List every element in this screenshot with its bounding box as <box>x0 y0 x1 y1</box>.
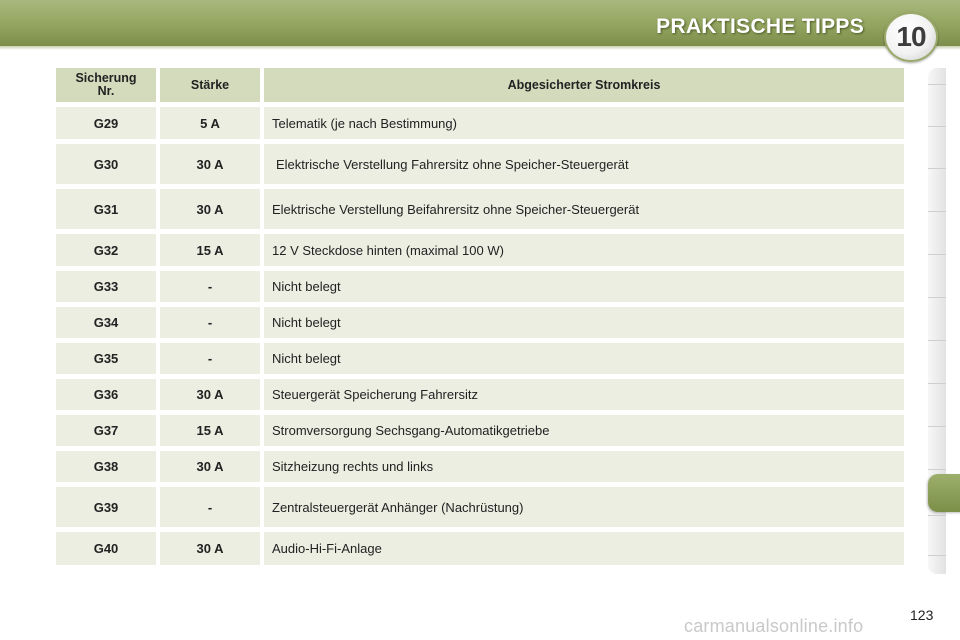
fuse-rating: 15 A <box>160 234 260 266</box>
table-row <box>56 451 904 482</box>
rail-tick <box>928 426 946 427</box>
fuse-rating: - <box>160 307 260 338</box>
rail-tick <box>928 469 946 470</box>
chapter-number: 10 <box>896 21 926 52</box>
fuse-circuit: Stromversorgung Sechsgang-Automatikgetriebe <box>264 415 904 446</box>
fuse-rating: - <box>160 343 260 374</box>
watermark-link[interactable]: carmanualsonline.info <box>684 616 864 636</box>
column-header-fuse-number: Sicherung Nr. <box>56 68 156 102</box>
table-row <box>56 107 904 139</box>
fuse-circuit: Elektrische Verstellung Beifahrersitz ohne Speicher-Steuergerät <box>264 189 904 229</box>
fuse-circuit: Steuergerät Speicherung Fahrersitz <box>264 379 904 410</box>
page-title: PRAKTISCHE TIPPS <box>656 15 864 38</box>
fuse-number: G31 <box>56 189 156 229</box>
fuse-number: G29 <box>56 107 156 139</box>
table-row <box>56 532 904 565</box>
fuse-circuit: Zentralsteuergerät Anhänger (Nachrüstung) <box>264 487 904 527</box>
table-row <box>56 487 904 527</box>
table-row <box>56 307 904 338</box>
fuse-circuit: Audio-Hi-Fi-Anlage <box>264 532 904 565</box>
rail-tick <box>928 555 946 556</box>
table-row <box>56 144 904 184</box>
table-row <box>56 271 904 302</box>
rail-tick <box>928 383 946 384</box>
fuse-number: G40 <box>56 532 156 565</box>
table-row <box>56 379 904 410</box>
fuse-rating: - <box>160 271 260 302</box>
fuse-rating: 15 A <box>160 415 260 446</box>
page-number: 123 <box>910 607 934 623</box>
fuse-number: G39 <box>56 487 156 527</box>
fuse-number: G30 <box>56 144 156 184</box>
fuse-table <box>56 68 904 570</box>
rail-tick <box>928 168 946 169</box>
fuse-rating: 30 A <box>160 532 260 565</box>
rail-tick <box>928 340 946 341</box>
rail-tick <box>928 515 946 516</box>
fuse-circuit: Nicht belegt <box>264 307 904 338</box>
rail-tick <box>928 126 946 127</box>
fuse-circuit: 12 V Steckdose hinten (maximal 100 W) <box>264 234 904 266</box>
fuse-circuit: Telematik (je nach Bestimmung) <box>264 107 904 139</box>
table-row <box>56 415 904 446</box>
chapter-badge <box>884 12 938 62</box>
fuse-rating: 30 A <box>160 379 260 410</box>
table-row <box>56 189 904 229</box>
fuse-rating: 30 A <box>160 189 260 229</box>
fuse-circuit: Nicht belegt <box>264 271 904 302</box>
rail-tick <box>928 84 946 85</box>
fuse-number: G36 <box>56 379 156 410</box>
table-header-row <box>56 68 904 102</box>
rail-tick <box>928 254 946 255</box>
fuse-circuit: Elektrische Verstellung Fahrersitz ohne Speicher-Steuergerät <box>264 144 904 184</box>
table-row <box>56 343 904 374</box>
fuse-number: G35 <box>56 343 156 374</box>
fuse-number: G37 <box>56 415 156 446</box>
fuse-rating: 30 A <box>160 451 260 482</box>
fuse-circuit: Sitzheizung rechts und links <box>264 451 904 482</box>
header-divider <box>0 46 960 50</box>
rail-tick <box>928 211 946 212</box>
fuse-number: G38 <box>56 451 156 482</box>
fuse-number: G34 <box>56 307 156 338</box>
table-row <box>56 234 904 266</box>
column-header-circuit: Abgesicherter Stromkreis <box>264 68 904 102</box>
fuse-circuit: Nicht belegt <box>264 343 904 374</box>
fuse-number: G32 <box>56 234 156 266</box>
fuse-rating: 5 A <box>160 107 260 139</box>
rail-tick <box>928 297 946 298</box>
fuse-rating: 30 A <box>160 144 260 184</box>
fuse-rating: - <box>160 487 260 527</box>
chapter-tab-active[interactable] <box>928 474 960 512</box>
fuse-number: G33 <box>56 271 156 302</box>
column-header-rating: Stärke <box>160 68 260 102</box>
